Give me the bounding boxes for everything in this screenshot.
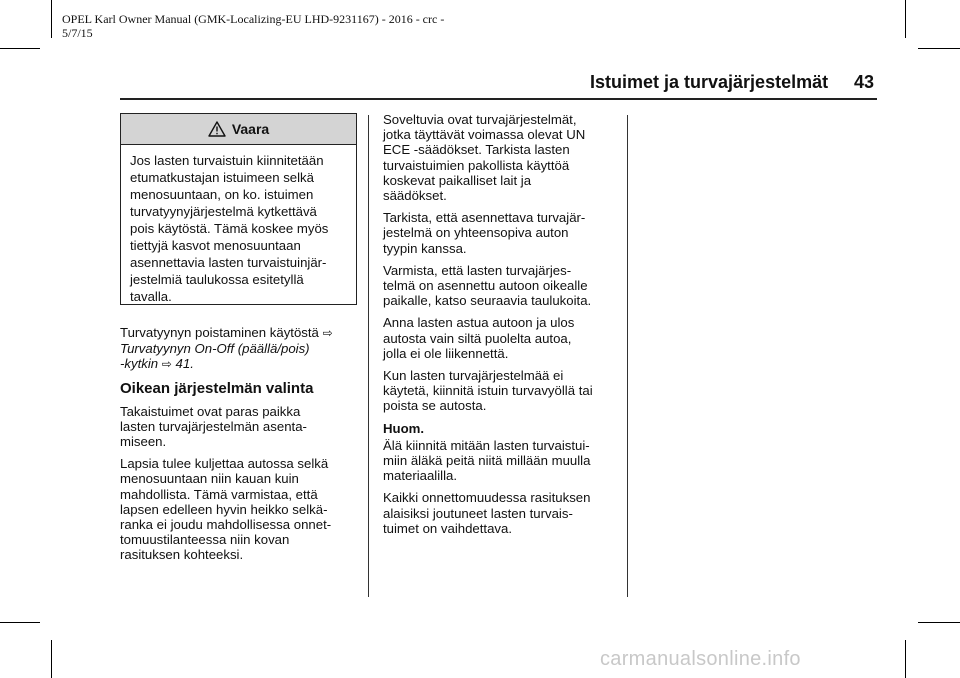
crop-mark [905,0,906,38]
warning-body [121,145,356,305]
paragraph [383,210,619,256]
text-line: materiaalilla. [383,468,458,484]
warning-box [120,113,357,305]
text-line: käytetä, kiinnitä istuin turvavyöllä tai [383,383,593,399]
reference-link[interactable]: Turvatyynyn On-Off (päällä/pois) [120,341,310,357]
text-line: Älä kiinnitä mitään lasten turvaistui- [383,437,590,453]
text-line: autosta vain siltä puolelta autoa, [383,330,572,346]
paragraph [120,404,360,450]
warning-title: Vaara [231,121,270,137]
crop-mark [0,48,40,49]
paragraph [383,263,619,309]
crop-mark [51,0,52,38]
page-number: 43 [853,72,874,92]
note [383,438,619,484]
reference-text: Turvatyynyn poistaminen käytöstä [120,325,319,340]
reference-arrow-icon: ⇨ [161,357,172,372]
warning-line: turvatyynyjärjestelmä kytkettävä [130,204,317,219]
text-line: säädökset. [383,188,447,204]
section-heading: Oikean järjestelmän valinta [120,379,314,397]
warning-line: menosuuntaan, on ko. istuimen [130,187,314,202]
section-title: Istuimet ja turvajärjestelmät [590,72,829,92]
crop-mark [0,622,40,623]
left-column [120,325,360,570]
watermark: carmanualsonline.info [600,648,801,670]
reference-page[interactable]: 41 [175,356,191,372]
paragraph [120,456,360,562]
crop-mark [51,640,52,678]
warning-triangle-icon [208,121,226,137]
text-line: lasten turvajärjestelmän asenta- [120,418,307,434]
text-line: tomuustilanteessa niin kovan [120,532,290,548]
text-line: jestelmä on yhteensopiva auton [383,225,569,241]
text-line: menosuuntaan niin kauan kuin [120,471,299,487]
crop-mark [918,48,960,49]
paragraph [383,315,619,361]
text-line: Takaistuimet ovat paras paikka [120,403,301,419]
reference-link[interactable]: -kytkin [120,356,159,372]
paragraph [383,368,619,414]
page-header [590,72,874,93]
warning-line: etumatkustajan istuimeen selkä [130,170,314,185]
text-line: telmä on asennettu autoon oikealle [383,278,588,294]
text-line: Tarkista, että asennettava turvajär- [383,210,586,226]
paragraph [383,112,619,203]
text-line: tuimet on vaihdettava. [383,520,513,536]
header-rule [120,98,877,100]
right-column [383,112,619,543]
text-line: Anna lasten astua autoon ja ulos [383,315,575,331]
text-line: miseen. [120,434,167,450]
note-label: Huom. [383,420,425,436]
meta-date: 5/7/15 [62,26,93,40]
text-line: ECE -säädökset. Tarkista lasten [383,142,570,158]
text-line: mahdollista. Tämä varmistaa, että [120,486,318,502]
text-line: ranka ei joudu mahdollisessa onnet- [120,517,332,533]
text-line: tyypin kanssa. [383,240,467,256]
warning-line: jestelmiä taulukossa esitetyllä [130,272,304,287]
warning-line: tiettyjä kasvot menosuuntaan [130,238,301,253]
text-line: miin äläkä peitä niitä millään muulla [383,453,591,469]
cross-reference: Turvatyynyn poistaminen käytöstä ⇨ Turvatyynyn On-Off (päällä/pois) -kytkin ⇨ 41. [120,325,333,372]
document-meta [62,12,522,40]
warning-line: tavalla. [130,289,172,304]
warning-line: Jos lasten turvaistuin kiinnitetään [130,153,324,168]
column-divider [627,115,628,597]
warning-line: pois käytöstä. Tämä koskee myös [130,221,329,236]
text-line: turvaistuimien pakollista käyttöä [383,157,570,173]
text-line: Soveltuvia ovat turvajärjestelmät, [383,112,577,127]
text-line: Kun lasten turvajärjestelmää ei [383,368,564,384]
text-line: alaisiksi joutuneet lasten turvais- [383,505,573,521]
warning-header [121,114,356,145]
text-line: lapsen edelleen hyvin heikko selkä- [120,501,328,517]
reference-arrow-icon: ⇨ [322,326,333,340]
text-line: jolla ei ole liikennettä. [383,345,509,361]
warning-line: asennettavia lasten turvaistuinjär- [130,255,327,270]
column-divider [368,115,369,597]
text-line: Kaikki onnettomuudessa rasituksen [383,490,591,506]
text-line: Lapsia tulee kuljettaa autossa selkä [120,456,329,472]
paragraph [383,490,619,536]
text-line: koskevat paikalliset lait ja [383,172,532,188]
meta-line: OPEL Karl Owner Manual (GMK-Localizing-EU LHD-9231167) - 2016 - crc - [62,12,445,26]
text-line: poista se autosta. [383,398,487,414]
crop-mark [918,622,960,623]
text-line: Varmista, että lasten turvajärjes- [383,262,572,278]
text-line: paikalle, katso seuraavia taulukoita. [383,293,592,309]
text-line: jotka täyttävät voimassa olevat UN [383,127,586,143]
text-line: rasituksen kohteeksi. [120,547,244,563]
